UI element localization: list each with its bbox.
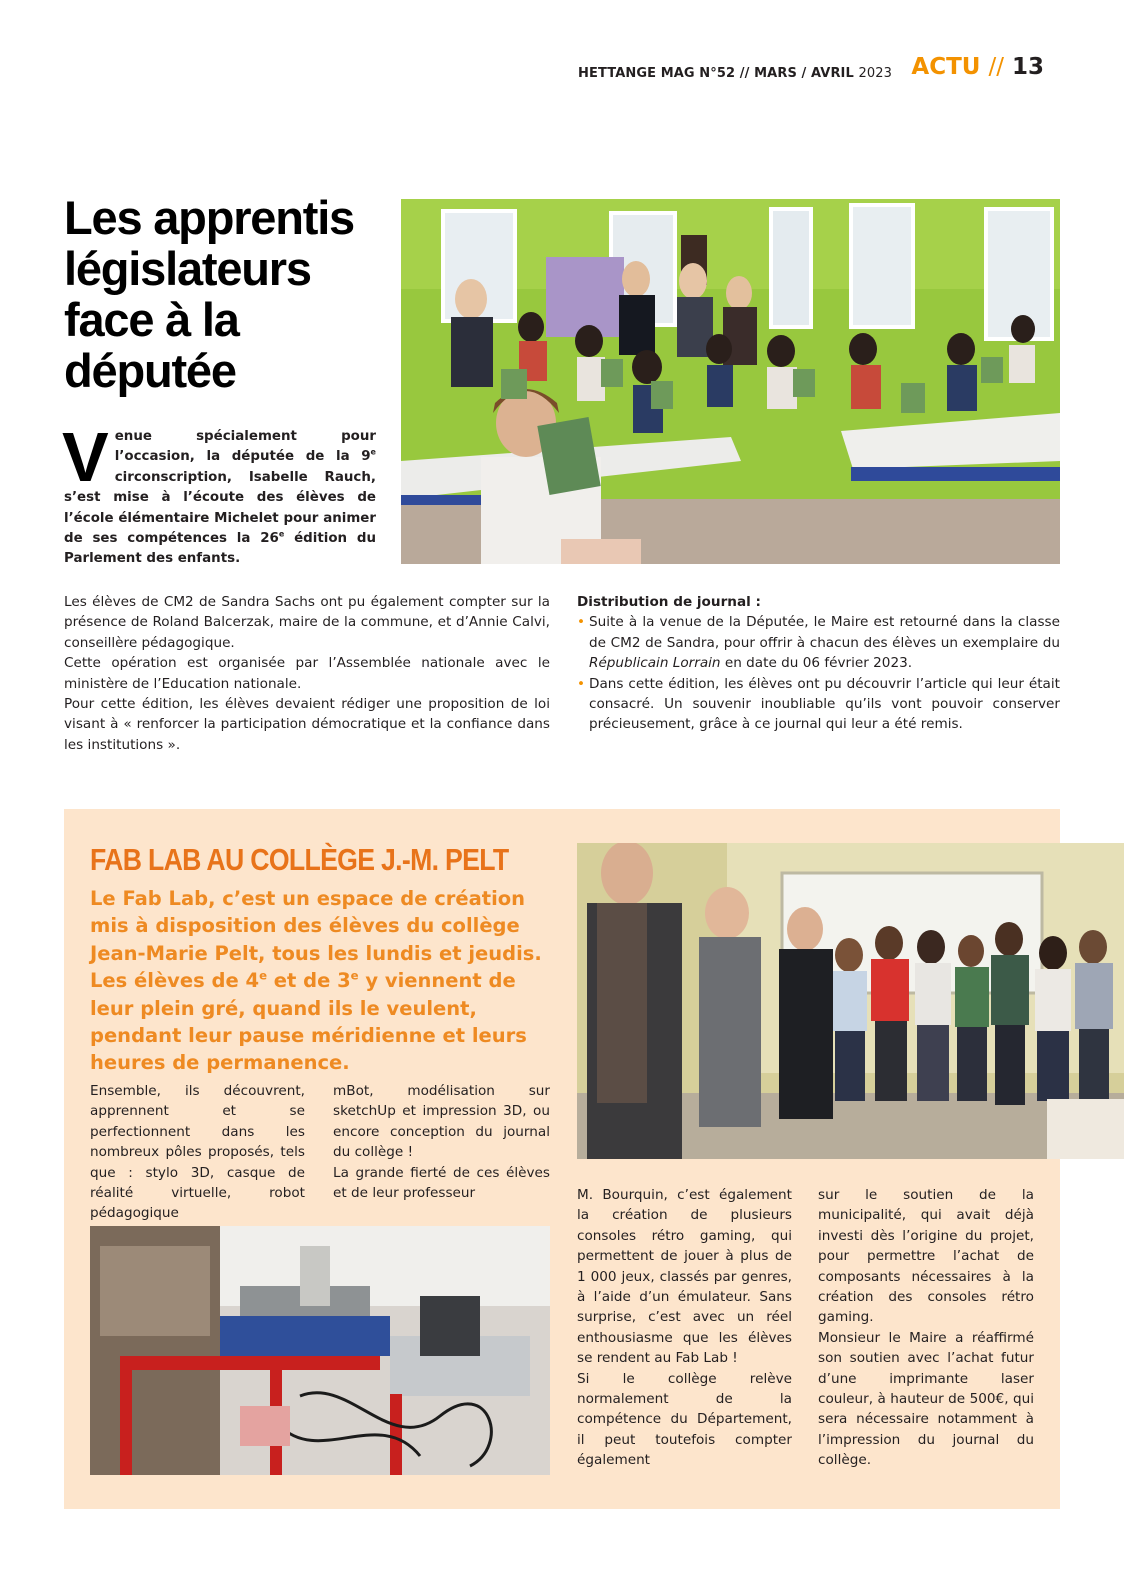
body-paragraph: Cette opération est organisée par l’Assemblée nationale avec le ministère de l’Education nationale. (64, 655, 550, 692)
list-item-text: Suite à la venue de la Députée, le Maire est retourné dans la classe de CM2 de Sandra, pour offrir à chacun des élèves un exemplaire du (589, 614, 1060, 651)
magazine-issue (578, 66, 892, 81)
list-item: • Dans cette édition, les élèves ont pu découvrir l’article qui leur était consacré. Un souvenir inoubliable qu’ils vont pouvoir conserver précieusement, grâce à ce journal qui leur a été remis. (577, 674, 1060, 735)
lead-text-3: édition du Parlement des enfants. (64, 531, 376, 567)
article-lead (62, 418, 376, 570)
body-paragraph: mBot, modélisation sur sketchUp et impression 3D, ou encore conception du journal du collège ! (333, 1083, 550, 1161)
body-paragraph: Ensemble, ils découvrent, apprennent et se perfectionnent dans les nombreux pôles proposés, tels que : stylo 3D, casque de réalité virtuelle, robot pédagogique (90, 1083, 305, 1222)
fablab-body-col2 (333, 1081, 550, 1203)
body-paragraph: Monsieur le Maire a réaffirmé son soutien avec l’achat futur d’une imprimante laser couleur, à hauteur de 500€, qui sera nécessaire notamment à l’impression du journal du collège. (818, 1329, 1034, 1469)
distribution-list (577, 612, 1060, 734)
fablab-title: FAB LAB AU COLLÈGE J.-M. PELT (90, 842, 509, 877)
lead-text-1: enue spécialement pour l’occasion, la députée de la 9 (114, 429, 376, 465)
lead-text: Le Fab Lab, c’est un espace de création mis à disposition des élèves du collège Jean-Marie Pelt, tous les lundis et jeudis. Les élèves de 4 (90, 887, 542, 993)
fablab-body-col1 (90, 1081, 305, 1224)
article-body-left (64, 592, 550, 755)
lead-sup-1: e (370, 447, 376, 457)
section-label (911, 54, 1044, 80)
body-paragraph: La grande fierté de ces élèves et de leur professeur (333, 1164, 550, 1202)
drop-cap: V (62, 418, 109, 496)
list-item (577, 612, 1060, 673)
page-number: 13 (1011, 54, 1044, 80)
lead-text: y viennent de leur plein gré, quand ils le veulent, pendant leur pause méridienne et leurs heures de permanence. (90, 969, 527, 1075)
lead-sup: e (259, 968, 267, 983)
newspaper-name: Républicain Lorrain (589, 655, 721, 672)
section-name: ACTU (911, 54, 981, 80)
article-title: Les apprentis législateurs face à la députée (64, 191, 354, 397)
fablab-body-col4 (818, 1185, 1034, 1471)
fablab-tools-photo (90, 1226, 550, 1475)
fablab-body-col3 (577, 1185, 792, 1471)
lead-sup: e (350, 968, 359, 983)
magazine-year: 2023 (858, 66, 892, 81)
fablab-group-photo (577, 843, 1124, 1159)
lead-text: et de 3 (267, 969, 351, 993)
lead-text-2: circonscription, Isabelle Rauch, s’est mise à l’écoute des élèves de l’école élémentaire Michelet pour animer de ses compétences la 26 (64, 469, 376, 547)
body-paragraph: sur le soutien de la municipalité, qui avait déjà investi dès l’origine du projet, pour permettre l’achat de composants nécessaires à la création des consoles rétro gaming. (818, 1187, 1034, 1326)
list-item-text: en date du 06 février 2023. (720, 655, 913, 672)
article-body-right (577, 592, 1060, 735)
fablab-lead (90, 885, 560, 1077)
lead-sup-2: e (278, 529, 285, 539)
classroom-photo (401, 199, 1060, 564)
body-paragraph: M. Bourquin, c’est également la création de plusieurs consoles rétro gaming, qui permettent de jouer à plus de 1 000 jeux, classés par genres, à l’aide d’un émulateur. Sans surprise, c’est avec un réel enthousiasme que les élèves se rendent au Fab Lab ! (577, 1187, 792, 1367)
body-paragraph: Les élèves de CM2 de Sandra Sachs ont pu également compter sur la présence de Roland Balcerzak, maire de la commune, et d’Annie Calvi, conseillère pédagogique. (64, 594, 550, 651)
section-separator: // (988, 54, 1004, 80)
body-paragraph: Pour cette édition, les élèves devaient rédiger une proposition de loi visant à « renforcer la participation démocratique et la confiance dans les institutions ». (64, 696, 550, 753)
magazine-title: HETTANGE MAG N°52 // MARS / AVRIL (578, 66, 854, 81)
body-paragraph: Si le collège relève normalement de la compétence du Département, il peut toutefois compter également (577, 1370, 792, 1469)
distribution-heading: Distribution de journal : (577, 594, 761, 610)
